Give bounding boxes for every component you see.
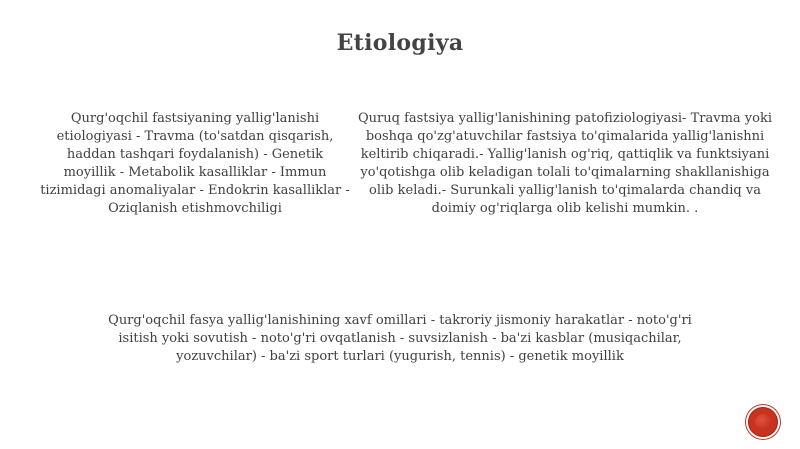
risk-factors-text: Qurg'oqchil fasya yallig'lanishining xavf omillari - takroriy jismoniy harakatlar - noto'g'ri isitish yoki sovutish - noto'g'ri ovqatlanish - suvsizlanish - ba'zi kasblar (musiqachilar, yozuvchilar) - ba'zi sport turlari (yugurish, tennis) - genetik moyillik (108, 313, 692, 364)
next-slide-button[interactable] (748, 407, 778, 437)
etiology-text: Qurg'oqchil fastsiyaning yallig'lanishi etiologiyasi - Travma (to'satdan qisqarish, haddan tashqari foydalanish) - Genetik moyillik - Metabolik kasalliklar - Immun tizimidagi anomaliyalar - Endokrin kasalliklar - Oziqlanish etishmovchiligi (40, 111, 350, 216)
next-slide-button-icon (755, 414, 771, 430)
pathophysiology-text: Quruq fastsiya yallig'lanishining patofiziologiyasi- Travma yoki boshqa qo'zg'atuvchilar fastsiya to'qimalarida yallig'lanishni keltirib chiqaradi.- Yallig'lanish og'riq, qattiqlik va funktsiyani yo'qotishga olib keladigan tolali to'qimalarning shakllanishiga olib keladi.- Surunkali yallig'lanish to'qimalarda chandiq va doimiy og'riqlarga olib kelishi mumkin. . (358, 111, 772, 216)
slide-title: Etiologiya (336, 30, 464, 56)
